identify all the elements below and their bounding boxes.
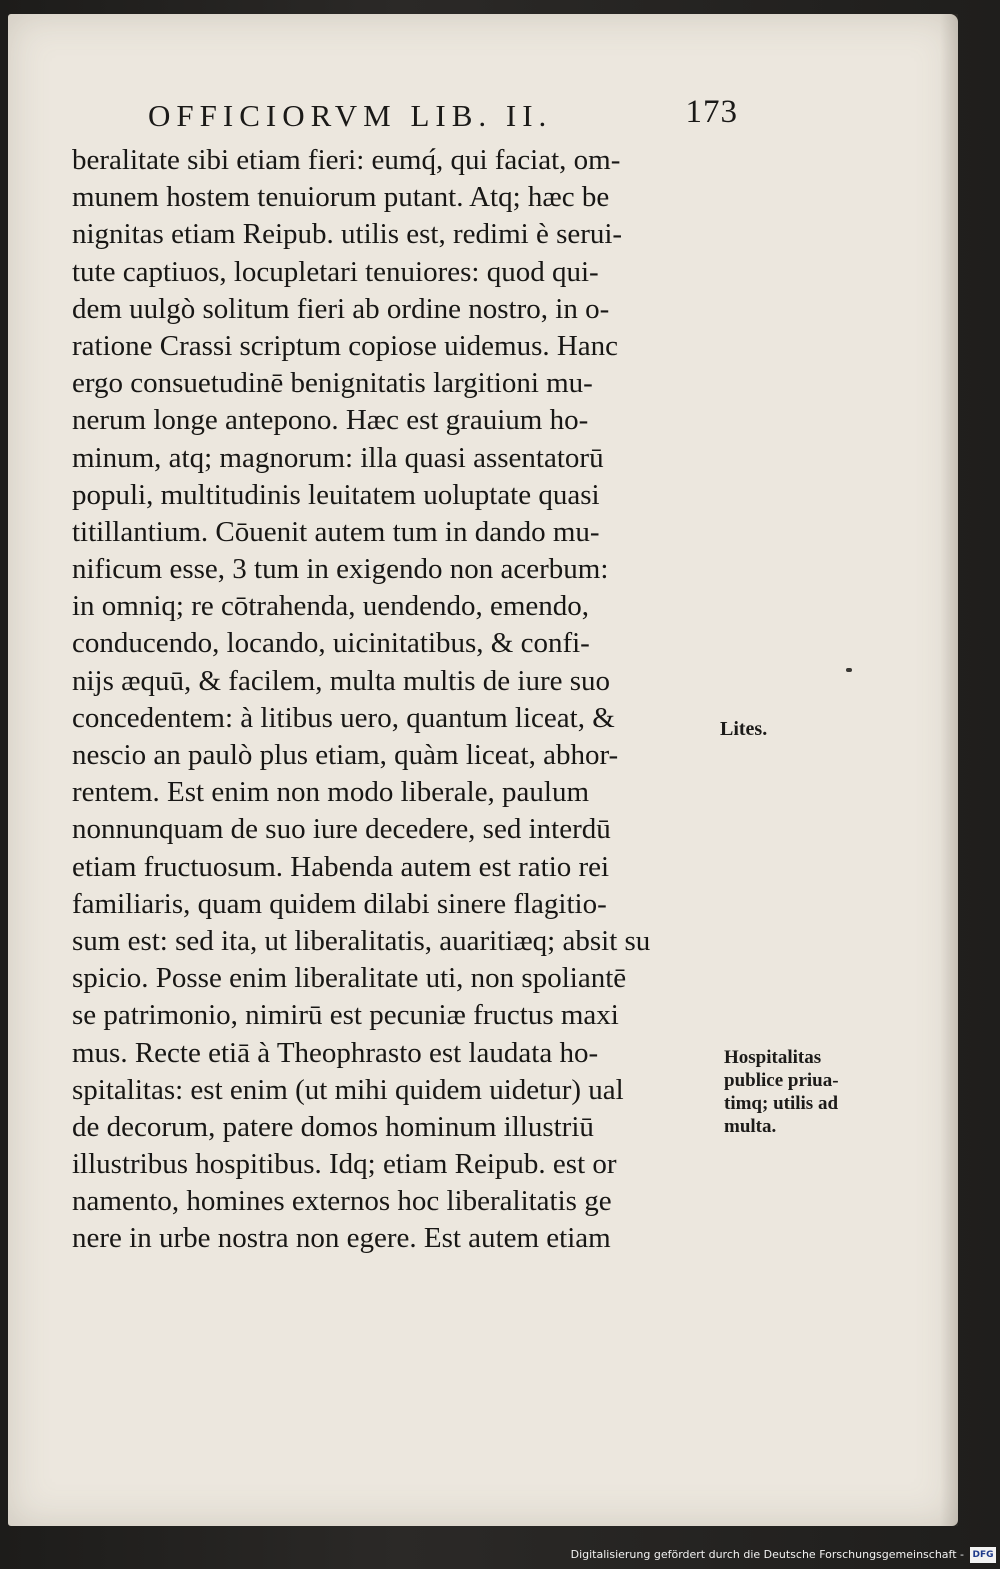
text-line: spitalitas: est enim (ut mihi quidem uidetur) ual [72,1073,624,1106]
margin-note-line: Hospitalitas [724,1047,822,1068]
credit-text: Digitalisierung gefördert durch die Deutsche Forschungsgemeinschaft - [570,1548,964,1561]
margin-note-line: timq; utilis ad [724,1093,839,1114]
text-line: concedentem: à litibus uero, quantum liceat, & [72,701,615,734]
text-line: rentem. Est enim non modo liberale, paulum [72,776,590,809]
page-number: 173 [685,94,738,130]
text-line: populi, multitudinis leuitatem uoluptate quasi [72,478,600,511]
margin-note-hospitalitas [724,1046,884,1138]
body-text [72,142,722,1258]
text-line: nonnunquam de suo iure decedere, sed interdū [72,813,611,846]
text-line: etiam fructuosum. Habenda autem est ratio rei [72,850,610,883]
text-line: tute captiuos, locupletari tenuiores: quod qui- [72,255,599,288]
margin-note-line: multa. [724,1116,777,1137]
text-line: nijs æquū, & facilem, multa multis de iure suo [72,664,611,697]
text-line: conducendo, locando, uicinitatibus, & confi- [72,627,590,660]
text-line: titillantium. Cōuenit autem tum in dando mu- [72,515,600,548]
text-line: nerum longe antepono. Hæc est grauium ho- [72,404,589,437]
text-line: se patrimonio, nimirū est pecuniæ fructus maxi [72,999,619,1032]
text-line: in omniq; re cōtrahenda, uendendo, emendo, [72,590,590,623]
text-line: illustribus hospitibus. Idq; etiam Reipub. est or [72,1148,617,1181]
dfg-logo: DFG [970,1547,996,1563]
running-head-title: OFFICIORVM LIB. II. [148,98,553,133]
running-head [148,92,738,140]
digitization-credit [570,1543,994,1567]
text-line: nescio an paulò plus etiam, quàm liceat, abhor- [72,739,619,771]
text-line: ergo consuetudinē benignitatis largitioni mu- [72,367,593,400]
margin-note-line: publice priua- [724,1070,839,1091]
text-line: beralitate sibi etiam fieri: eumq́, qui faciat, om- [72,144,621,176]
text-line: de decorum, patere domos hominum illustriū [72,1110,594,1143]
text-line: familiaris, quam quidem dilabi sinere flagitio- [72,887,607,920]
text-line: nere in urbe nostra non egere. Est autem etiam [72,1222,611,1255]
text-line: nificum esse, 3 tum in exigendo non acerbum: [72,553,609,586]
text-line: dem uulgò solitum fieri ab ordine nostro, in o- [72,292,610,325]
ink-speck [846,668,852,672]
text-line: nignitas etiam Reipub. utilis est, redimi è serui- [72,218,623,251]
text-line: ratione Crassi scriptum copiose uidemus. Hanc [72,329,619,362]
text-line: sum est: sed ita, ut liberalitatis, auaritiæq; absit su [72,924,651,957]
text-line: minum, atq; magnorum: illa quasi assentatorū [72,441,604,474]
margin-note-lites: Lites. [720,718,768,740]
text-line: munem hostem tenuiorum putant. Atq; hæc be [72,181,610,214]
text-line: namento, homines externos hoc liberalitatis ge [72,1185,612,1218]
text-line: spicio. Posse enim liberalitate uti, non spoliantē [72,962,627,995]
text-line: mus. Recte etiā à Theophrasto est laudata ho- [72,1036,599,1069]
